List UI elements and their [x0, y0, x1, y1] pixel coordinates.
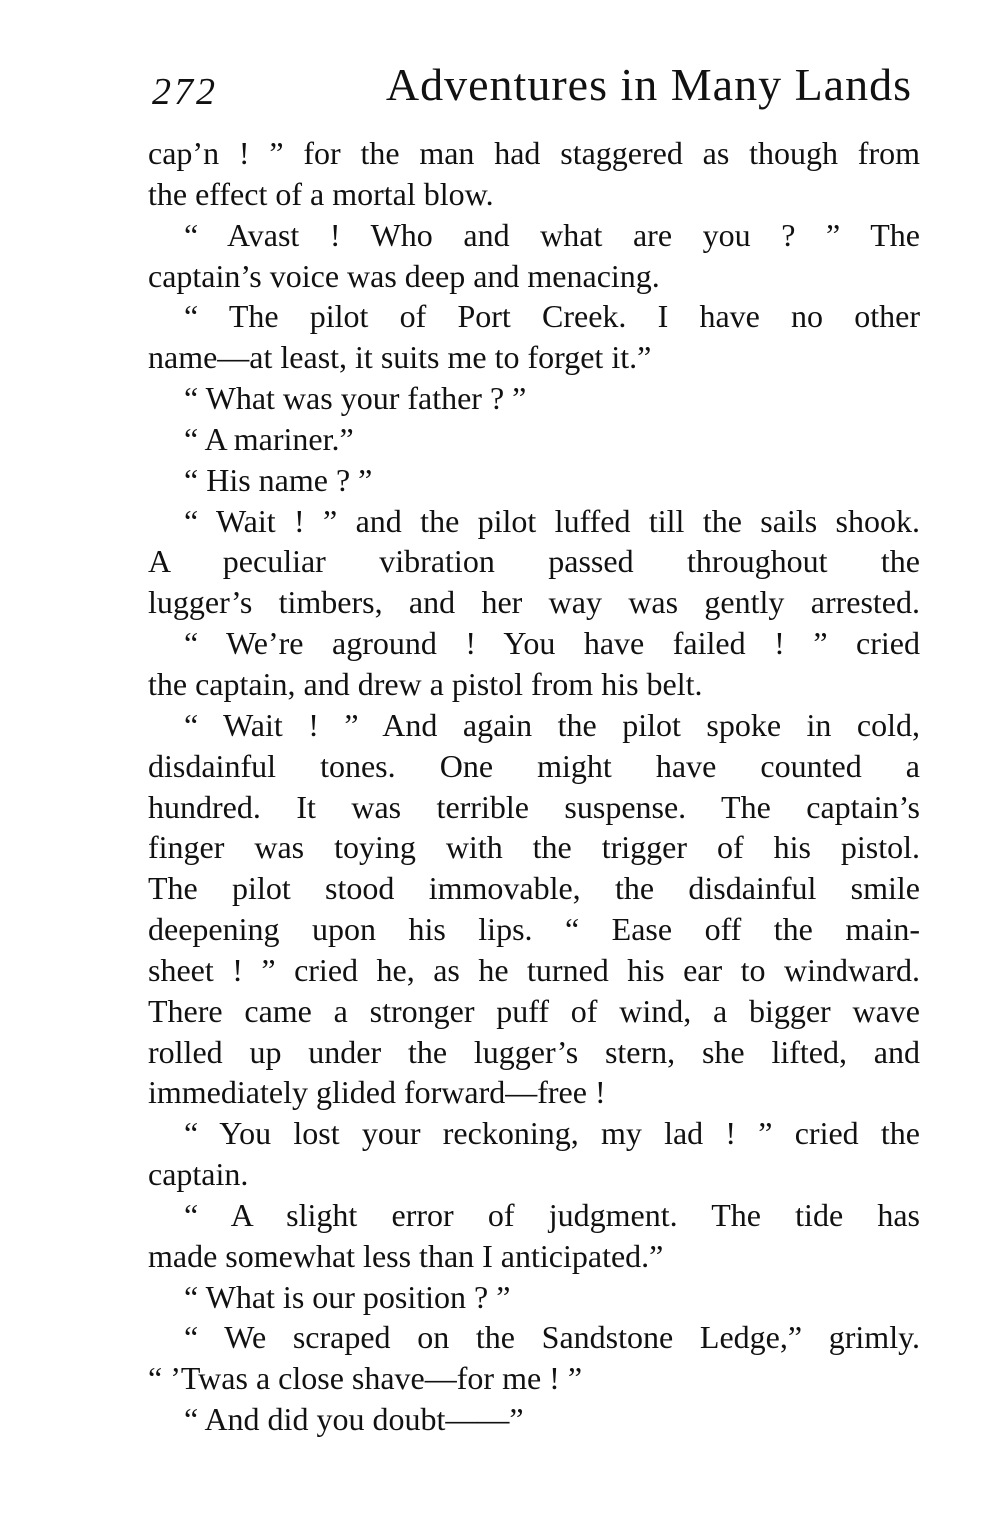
text-line: “ Wait ! ” And again the pilot spoke in cold, — [184, 706, 920, 743]
text-line: immediately glided forward—free ! — [148, 1074, 606, 1111]
text-line: deepening upon his lips. “ Ease off the main- — [148, 911, 920, 948]
page-number: 272 — [152, 71, 218, 113]
text-line: “ And did you doubt——” — [184, 1401, 524, 1438]
text-line: hundred. It was terrible suspense. The captain’s — [148, 788, 920, 825]
text-line: A peculiar vibration passed throughout the — [148, 543, 920, 580]
text-line: the effect of a mortal blow. — [148, 175, 494, 212]
text-line: The pilot stood immovable, the disdainful smile — [148, 870, 920, 907]
text-line: “ What is our position ? ” — [184, 1278, 511, 1315]
text-line: name—at least, it suits me to forget it.” — [148, 339, 652, 376]
text-line: “ Wait ! ” and the pilot luffed till the sails shook. — [184, 502, 920, 539]
text-line: “ His name ? ” — [184, 461, 373, 498]
text-line: the captain, and drew a pistol from his belt. — [148, 665, 703, 702]
text-line: “ The pilot of Port Creek. I have no other — [184, 298, 920, 335]
text-line: cap’n ! ” for the man had staggered as though from — [148, 135, 920, 171]
text-line: “ A mariner.” — [184, 420, 354, 457]
text-line: There came a stronger puff of wind, a bigger wave — [148, 992, 920, 1029]
text-line: captain’s voice was deep and menacing. — [148, 257, 660, 294]
page-header — [152, 58, 912, 118]
text-line: “ A slight error of judgment. The tide has — [184, 1196, 920, 1233]
text-line: “ What was your father ? ” — [184, 380, 527, 417]
body-text — [148, 133, 920, 1440]
text-line: “ You lost your reckoning, my lad ! ” cried the — [184, 1115, 920, 1152]
text-line: “ We scraped on the Sandstone Ledge,” grimly. — [184, 1319, 920, 1356]
text-line: sheet ! ” cried he, as he turned his ear to windward. — [148, 951, 920, 988]
text-line: “ ’Twas a close shave—for me ! ” — [148, 1360, 583, 1397]
text-line: finger was toying with the trigger of his pistol. — [148, 829, 920, 866]
text-line: “ Avast ! Who and what are you ? ” The — [184, 216, 920, 253]
text-line: captain. — [148, 1156, 249, 1193]
running-title: Adventures in Many Lands — [385, 59, 912, 110]
text-line: made somewhat less than I anticipated.” — [148, 1237, 664, 1274]
text-line: disdainful tones. One might have counted a — [148, 747, 920, 784]
text-line: “ We’re aground ! You have failed ! ” cried — [184, 625, 920, 662]
text-line: rolled up under the lugger’s stern, she lifted, and — [148, 1033, 920, 1070]
text-line: lugger’s timbers, and her way was gently arrested. — [148, 584, 920, 621]
